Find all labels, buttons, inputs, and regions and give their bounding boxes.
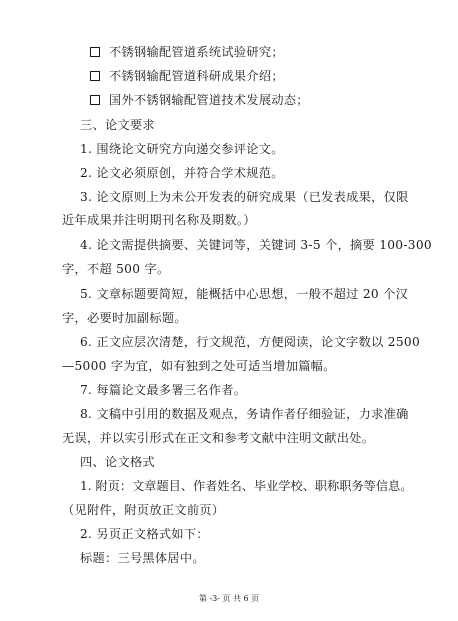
paragraph-line: 字，必要时加副标题。 (62, 311, 187, 325)
page-footer: 第 -3- 页 共 6 页 (198, 594, 260, 603)
paragraph-line: 8. 文稿中引用的数据及观点，务请作者仔细验证，力求准确 (80, 407, 409, 421)
topic-item: 不锈钢输配管道系统试验研究； (90, 44, 442, 60)
topic-item: 国外不锈钢输配管道技术发展动态； (90, 92, 442, 108)
paragraph: 2. 论文必须原创，并符合学术规范。 (80, 166, 284, 180)
paragraph: 7. 每篇论文最多署三名作者。 (80, 383, 247, 397)
paragraph-line: 6. 正文应层次清楚，行文规范，方便阅读，论文字数以 2500 (80, 335, 421, 349)
section-heading: 四、论文格式 (80, 455, 155, 469)
paragraph: 1. 围绕论文研究方向递交参评论文。 (80, 142, 284, 156)
paragraph-line: 1. 附页：文章题目、作者姓名、毕业学校、职称职务等信息。 (80, 479, 413, 493)
checkbox-square-icon (90, 71, 100, 81)
paragraph-line: 5. 文章标题要简短，能概括中心思想，一般不超过 20 个汉 (80, 287, 409, 301)
section-heading: 三、论文要求 (80, 118, 155, 132)
paragraph-line: 字，不超 500 字。 (62, 262, 170, 276)
topic-item: 不锈钢输配管道科研成果介绍； (90, 68, 442, 84)
paragraph-line: 近年成果并注明期刊名称及期数。） (62, 213, 256, 227)
paragraph: 标题：三号黑体居中。 (80, 551, 205, 565)
paragraph: 2. 另页正文格式如下： (80, 527, 209, 541)
checkbox-square-icon (90, 47, 100, 57)
paragraph-line: 无误，并以实引形式在正文和参考文献中注明文献出处。 (62, 431, 375, 445)
paragraph-line: 3. 论文原则上为未公开发表的研究成果（已发表成果，仅限 (80, 190, 409, 204)
paragraph-line: —5000 字为宜，如有独到之处可适当增加篇幅。 (62, 359, 336, 373)
paragraph-line: 4. 论文需提供摘要、关键词等，关键词 3-5 个，摘要 100-300 (80, 238, 432, 252)
paragraph-line: （见附件，附页放正文前页） (62, 503, 225, 517)
checkbox-square-icon (90, 95, 100, 105)
